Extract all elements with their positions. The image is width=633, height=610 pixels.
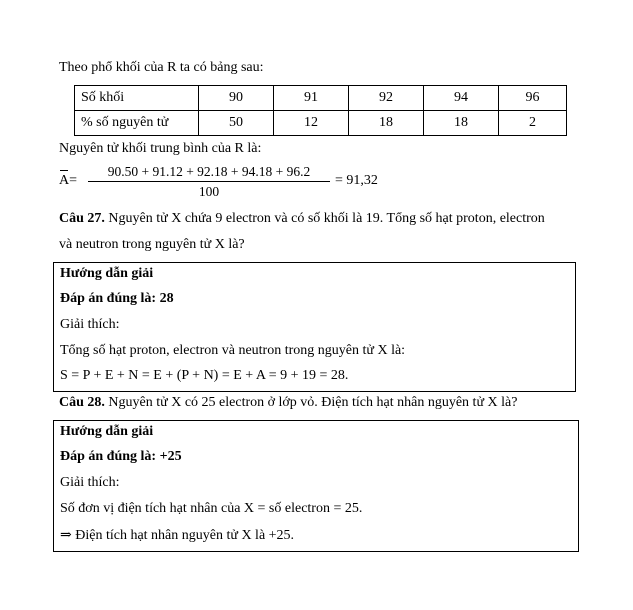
table-cell: 94 bbox=[424, 86, 499, 111]
solution-box-27 bbox=[53, 262, 576, 392]
formula-lhs bbox=[59, 173, 77, 189]
answer-text: Đáp án đúng là: 28 bbox=[60, 291, 174, 306]
question-27 bbox=[59, 211, 545, 227]
average-mass-intro: Nguyên tử khối trung bình của R là: bbox=[59, 141, 262, 156]
table-cell: 96 bbox=[499, 86, 567, 111]
formula-denominator: 100 bbox=[198, 184, 220, 199]
explain-label: Giải thích: bbox=[60, 317, 120, 332]
explain-line: Tổng số hạt proton, electron và neutron trong nguyên tử X là: bbox=[60, 343, 406, 358]
table-cell: 18 bbox=[424, 111, 499, 136]
formula-numerator: 90.50 + 91.12 + 92.18 + 94.18 + 96.2 bbox=[107, 164, 311, 179]
table-row bbox=[75, 111, 567, 136]
formula-fraction bbox=[86, 163, 332, 201]
formula-equals: = bbox=[69, 173, 78, 188]
mass-spectrum-table bbox=[74, 85, 567, 136]
row-label-mass-number: Số khối bbox=[75, 86, 199, 111]
table-row bbox=[75, 86, 567, 111]
a-bar-symbol: A bbox=[59, 173, 70, 188]
table-cell: 90 bbox=[199, 86, 274, 111]
table-cell: 18 bbox=[349, 111, 424, 136]
table-cell: 92 bbox=[349, 86, 424, 111]
explain-line: S = P + E + N = E + (P + N) = E + A = 9 + 19 = 28. bbox=[60, 368, 349, 383]
solution-box-28 bbox=[53, 420, 579, 552]
explain-line: Số đơn vị điện tích hạt nhân của X = số electron = 25. bbox=[60, 501, 363, 516]
question-27-text: Nguyên tử X chứa 9 electron và có số khối là 19. Tổng số hạt proton, electron bbox=[104, 211, 545, 226]
intro-text: Theo phổ khối của R ta có bảng sau: bbox=[59, 60, 264, 75]
question-28 bbox=[59, 395, 517, 411]
table-cell: 91 bbox=[274, 86, 349, 111]
question-28-text: Nguyên tử X có 25 electron ở lớp vỏ. Điện tích hạt nhân nguyên tử X là? bbox=[104, 395, 518, 410]
formula-result: = 91,32 bbox=[335, 173, 378, 188]
table-cell: 12 bbox=[274, 111, 349, 136]
table-cell: 2 bbox=[499, 111, 567, 136]
question-27-label: Câu 27. bbox=[59, 211, 105, 226]
fraction-bar bbox=[88, 181, 330, 182]
answer-text: Đáp án đúng là: +25 bbox=[60, 449, 182, 464]
question-27-text-line2: và neutron trong nguyên tử X là? bbox=[59, 237, 245, 252]
explain-line: ⇒ Điện tích hạt nhân nguyên tử X là +25. bbox=[60, 528, 295, 543]
guide-title: Hướng dẫn giải bbox=[60, 424, 154, 439]
row-label-percent-atoms: % số nguyên tử bbox=[75, 111, 199, 136]
question-28-label: Câu 28. bbox=[59, 395, 105, 410]
explain-label: Giải thích: bbox=[60, 475, 120, 490]
guide-title: Hướng dẫn giải bbox=[60, 266, 154, 281]
table-cell: 50 bbox=[199, 111, 274, 136]
